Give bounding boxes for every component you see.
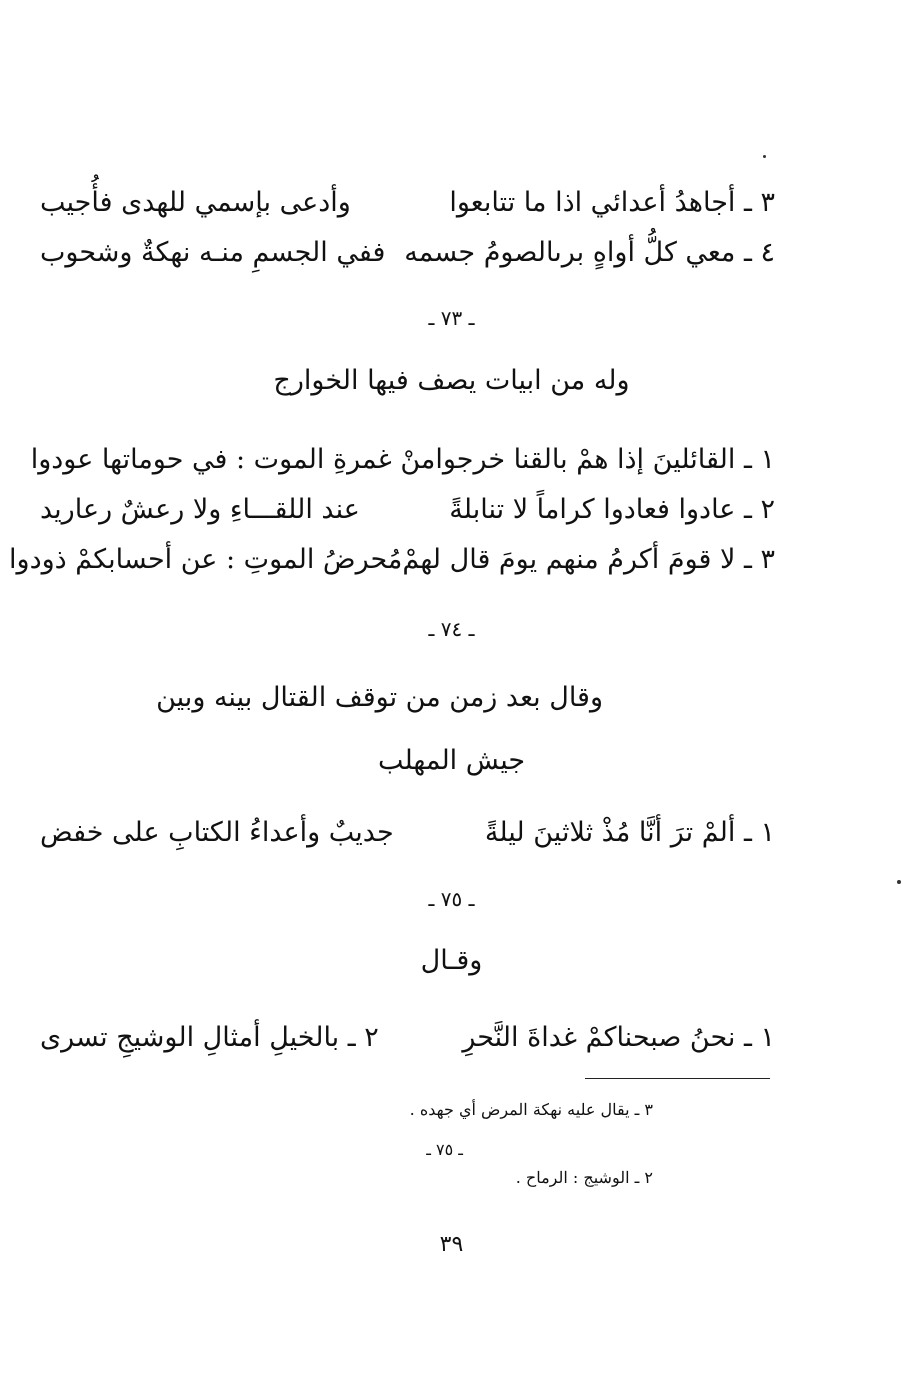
verse-first-hemistich: ١ ـ ألمْ ترَ أنَّا مُذْ ثلاثينَ ليلةً	[484, 817, 775, 848]
verse-second-hemistich: مُحرضُ الموتِ : عن أحسابكمْ ذودوا	[9, 544, 403, 575]
verse-second-hemistich: عند اللقـــاءِ ولا رعشٌ رعاريد	[40, 494, 360, 525]
verse-line	[9, 535, 775, 585]
section-heading-continued: جيش المهلب	[377, 745, 526, 776]
footnote: ٢ ـ الوشيج : الرماح .	[515, 1168, 653, 1187]
footnote-rule	[585, 1078, 770, 1079]
verse-second-hemistich: ففي الجسمِ منـه نهكةٌ وشحوب	[40, 237, 386, 268]
section-number-74: ـ ٧٤ ـ	[428, 617, 475, 641]
verse-line	[40, 808, 775, 858]
verse-first-hemistich: ١ ـ نحنُ صبحناكمْ غداةَ النَّحرِ	[462, 1022, 775, 1053]
footnote: ٣ ـ يقال عليه نهكة المرض أي جهده .	[409, 1100, 653, 1119]
verse-first-hemistich: ١ ـ القائلينَ إذا همْ بالقنا خرجوا	[435, 444, 775, 475]
section-number-73: ـ ٧٣ ـ	[428, 306, 475, 330]
section-number-75: ـ ٧٥ ـ	[428, 887, 475, 911]
footnote-section-number: ـ ٧٥ ـ	[426, 1140, 463, 1159]
verse-second-hemistich: وأدعى بإسمي للهدى فأُجيب	[40, 187, 351, 218]
section-heading: وله من ابيات يصف فيها الخوارج	[273, 365, 630, 396]
verse-second-hemistich: منْ غمرةِ الموت : في حوماتها عودوا	[30, 444, 436, 475]
verse-line	[30, 435, 775, 485]
scan-speck	[897, 880, 901, 884]
verse-first-hemistich: ٣ ـ أجاهدُ أعدائي اذا ما تتابعوا	[449, 187, 775, 218]
page-number: ٣٩	[439, 1232, 464, 1257]
verse-line	[40, 178, 775, 228]
verse-line	[40, 1013, 775, 1063]
section-heading: وقـال	[420, 945, 483, 976]
verse-line	[40, 485, 775, 535]
verse-first-hemistich: ٣ ـ لا قومَ أكرمُ منهم يومَ قال لهمْ	[402, 544, 775, 575]
verse-second-hemistich: ٢ ـ بالخيلِ أمثالِ الوشيجِ تسرى	[40, 1022, 379, 1053]
scan-speck	[763, 155, 766, 158]
verse-second-hemistich: جديبٌ وأعداءُ الكتابِ على خفض	[40, 817, 394, 848]
verse-first-hemistich: ٢ ـ عادوا فعادوا كراماً لا تنابلةً	[449, 494, 775, 525]
verse-line	[40, 228, 775, 278]
section-heading: وقال بعد زمن من توقف القتال بينه وبين	[156, 682, 603, 713]
verse-first-hemistich: ٤ ـ معي كلُّ أواهٍ برىالصومُ جسمه	[404, 237, 775, 268]
